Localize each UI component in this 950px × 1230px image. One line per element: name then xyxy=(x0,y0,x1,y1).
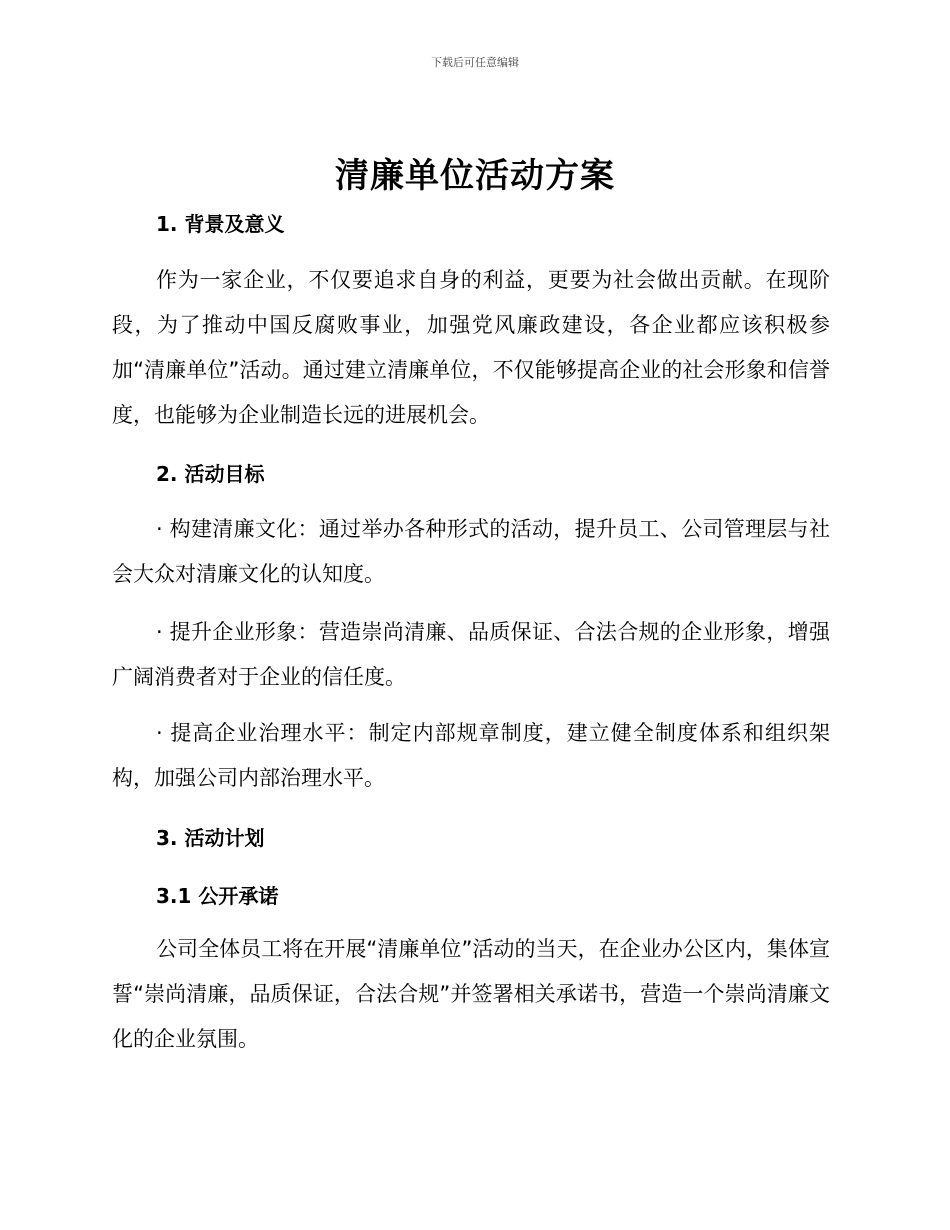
paragraph-goal-culture: · 构建清廉文化：通过举办各种形式的活动，提升员工、公司管理层与社会大众对清廉文化的认知度。 xyxy=(112,517,830,586)
section-heading-public-commitment: 3.1 公开承诺 xyxy=(156,884,279,908)
document-title: 清廉单位活动方案 xyxy=(335,156,615,196)
paragraph-goal-governance: · 提高企业治理水平：制定内部规章制度，建立健全制度体系和组织架构，加强公司内部治理水平。 xyxy=(112,721,830,790)
section-heading-background: 1. 背景及意义 xyxy=(156,212,285,236)
section-heading-plan: 3. 活动计划 xyxy=(156,826,265,850)
paragraph-background: 作为一家企业，不仅要追求自身的利益，更要为社会做出贡献。在现阶段，为了推动中国反腐败事业，加强党风廉政建设，各企业都应该积极参加“清廉单位”活动。通过建立清廉单位，不仅能够提高企业的社会形象和信誉度，也能够为企业制造长远的进展机会。 xyxy=(112,268,830,427)
page-header-note: 下载后可任意编辑 xyxy=(431,56,519,69)
paragraph-goal-image: · 提升企业形象：营造崇尚清廉、品质保证、合法合规的企业形象，增强广阔消费者对于企业的信任度。 xyxy=(112,620,830,689)
paragraph-public-commitment: 公司全体员工将在开展“清廉单位”活动的当天，在企业办公区内，集体宣誓“崇尚清廉，品质保证，合法合规”并签署相关承诺书，营造一个崇尚清廉文化的企业氛围。 xyxy=(112,937,830,1051)
section-heading-goals: 2. 活动目标 xyxy=(156,462,265,486)
